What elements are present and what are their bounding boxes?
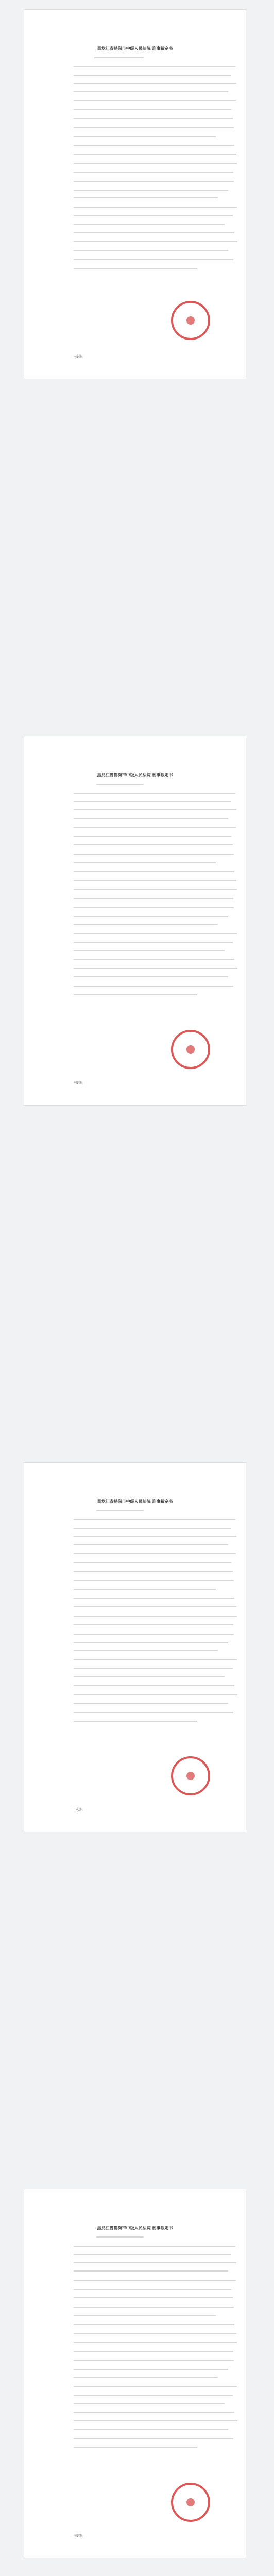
footer-text: 书记员: [74, 1808, 83, 1811]
page-2: [24, 736, 246, 1106]
court-seal-icon: [171, 1030, 210, 1069]
page-title: 黑龙江省鹤岗市中级人民法院 刑事裁定书: [97, 772, 173, 777]
page-title: 黑龙江省鹤岗市中级人民法院 刑事裁定书: [97, 46, 173, 51]
court-seal-icon: [171, 2483, 210, 2522]
page-3: [24, 1462, 246, 1832]
page-4: [24, 2189, 246, 2558]
court-seal-icon: [171, 1756, 210, 1795]
footer-text: 书记员: [74, 2534, 83, 2538]
page-1: [24, 9, 246, 379]
page-title: 黑龙江省鹤岗市中级人民法院 刑事裁定书: [97, 1499, 173, 1504]
footer-text: 书记员: [74, 1081, 83, 1085]
page-title: 黑龙江省鹤岗市中级人民法院 刑事裁定书: [97, 2225, 173, 2230]
court-seal-icon: [171, 301, 210, 340]
footer-text: 书记员: [74, 355, 83, 359]
